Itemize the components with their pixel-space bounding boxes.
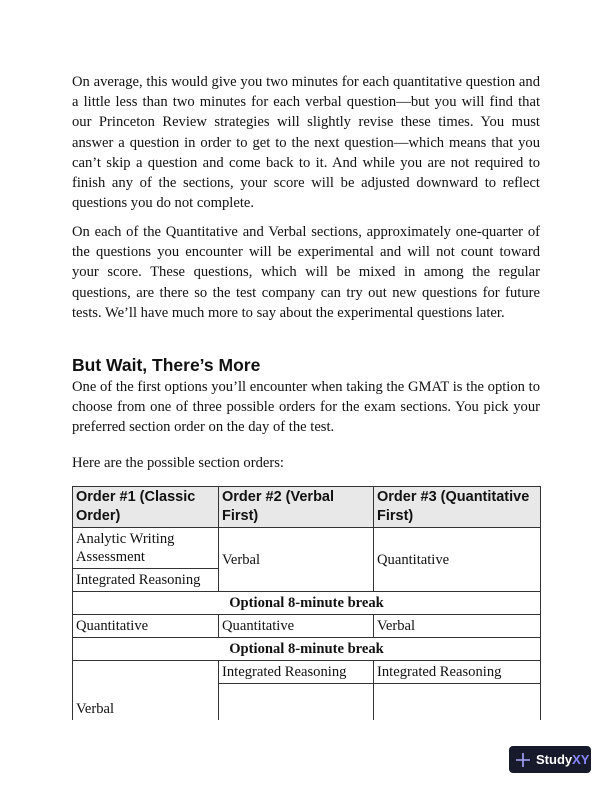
- paragraph-1: On average, this would give you two minutes for each quantitative question and a little less than two minutes for each verbal question—but you will find that our Princeton Review strategies will slightly revise these times. You must answer a question in order to get to the next question—which means that you can’t skip a question and come back to it. And while you are not required to finish any of the sections, your score will be adjusted downward to reflect questions you do not complete.: [72, 74, 540, 212]
- section-orders-table: [72, 486, 541, 727]
- header-order-3: Order #3 (Quantitative First): [374, 487, 541, 528]
- cell: Verbal: [73, 661, 219, 727]
- paragraph-4: Here are the possible section orders:: [72, 455, 284, 471]
- table-row: [73, 661, 541, 684]
- break-cell: Optional 8-minute break: [73, 592, 541, 615]
- section-heading: But Wait, There’s More: [72, 355, 261, 375]
- cell: Quantitative: [73, 615, 219, 638]
- table-row: [73, 615, 541, 638]
- cell: Integrated Reasoning: [374, 661, 541, 684]
- paragraph-2: On each of the Quantitative and Verbal sections, approximately one-quarter of the questions you encounter will be experimental and will not count toward your score. These questions, which will be mixed in among the regular questions, are there so the test company can try out new questions for future tests. We’ll have much more to say about the experimental questions later.: [72, 224, 540, 321]
- cell: Integrated Reasoning: [219, 661, 374, 684]
- table-row: [73, 528, 541, 569]
- cell: Analytic Writing Assessment: [73, 528, 219, 569]
- cell: Quantitative: [374, 528, 541, 592]
- badge-study: Study: [536, 752, 573, 767]
- table-row: [73, 592, 541, 615]
- table-row: [73, 638, 541, 661]
- badge-label: [536, 752, 589, 767]
- header-order-1: Order #1 (Classic Order): [73, 487, 219, 528]
- cell: Verbal: [374, 615, 541, 638]
- cell: Verbal: [219, 528, 374, 592]
- plus-icon: [515, 752, 531, 768]
- badge-xy: XY: [572, 752, 590, 767]
- cell: Quantitative: [219, 615, 374, 638]
- table-header-row: [73, 487, 541, 528]
- studyxy-badge[interactable]: [509, 746, 591, 773]
- paragraph-3: One of the first options you’ll encounter when taking the GMAT is the option to choose from one of three possible orders for the exam sections. You pick your preferred section order on the day of the test.: [72, 379, 540, 436]
- break-cell: Optional 8-minute break: [73, 638, 541, 661]
- header-order-2: Order #2 (Verbal First): [219, 487, 374, 528]
- cell: Integrated Reasoning: [73, 569, 219, 592]
